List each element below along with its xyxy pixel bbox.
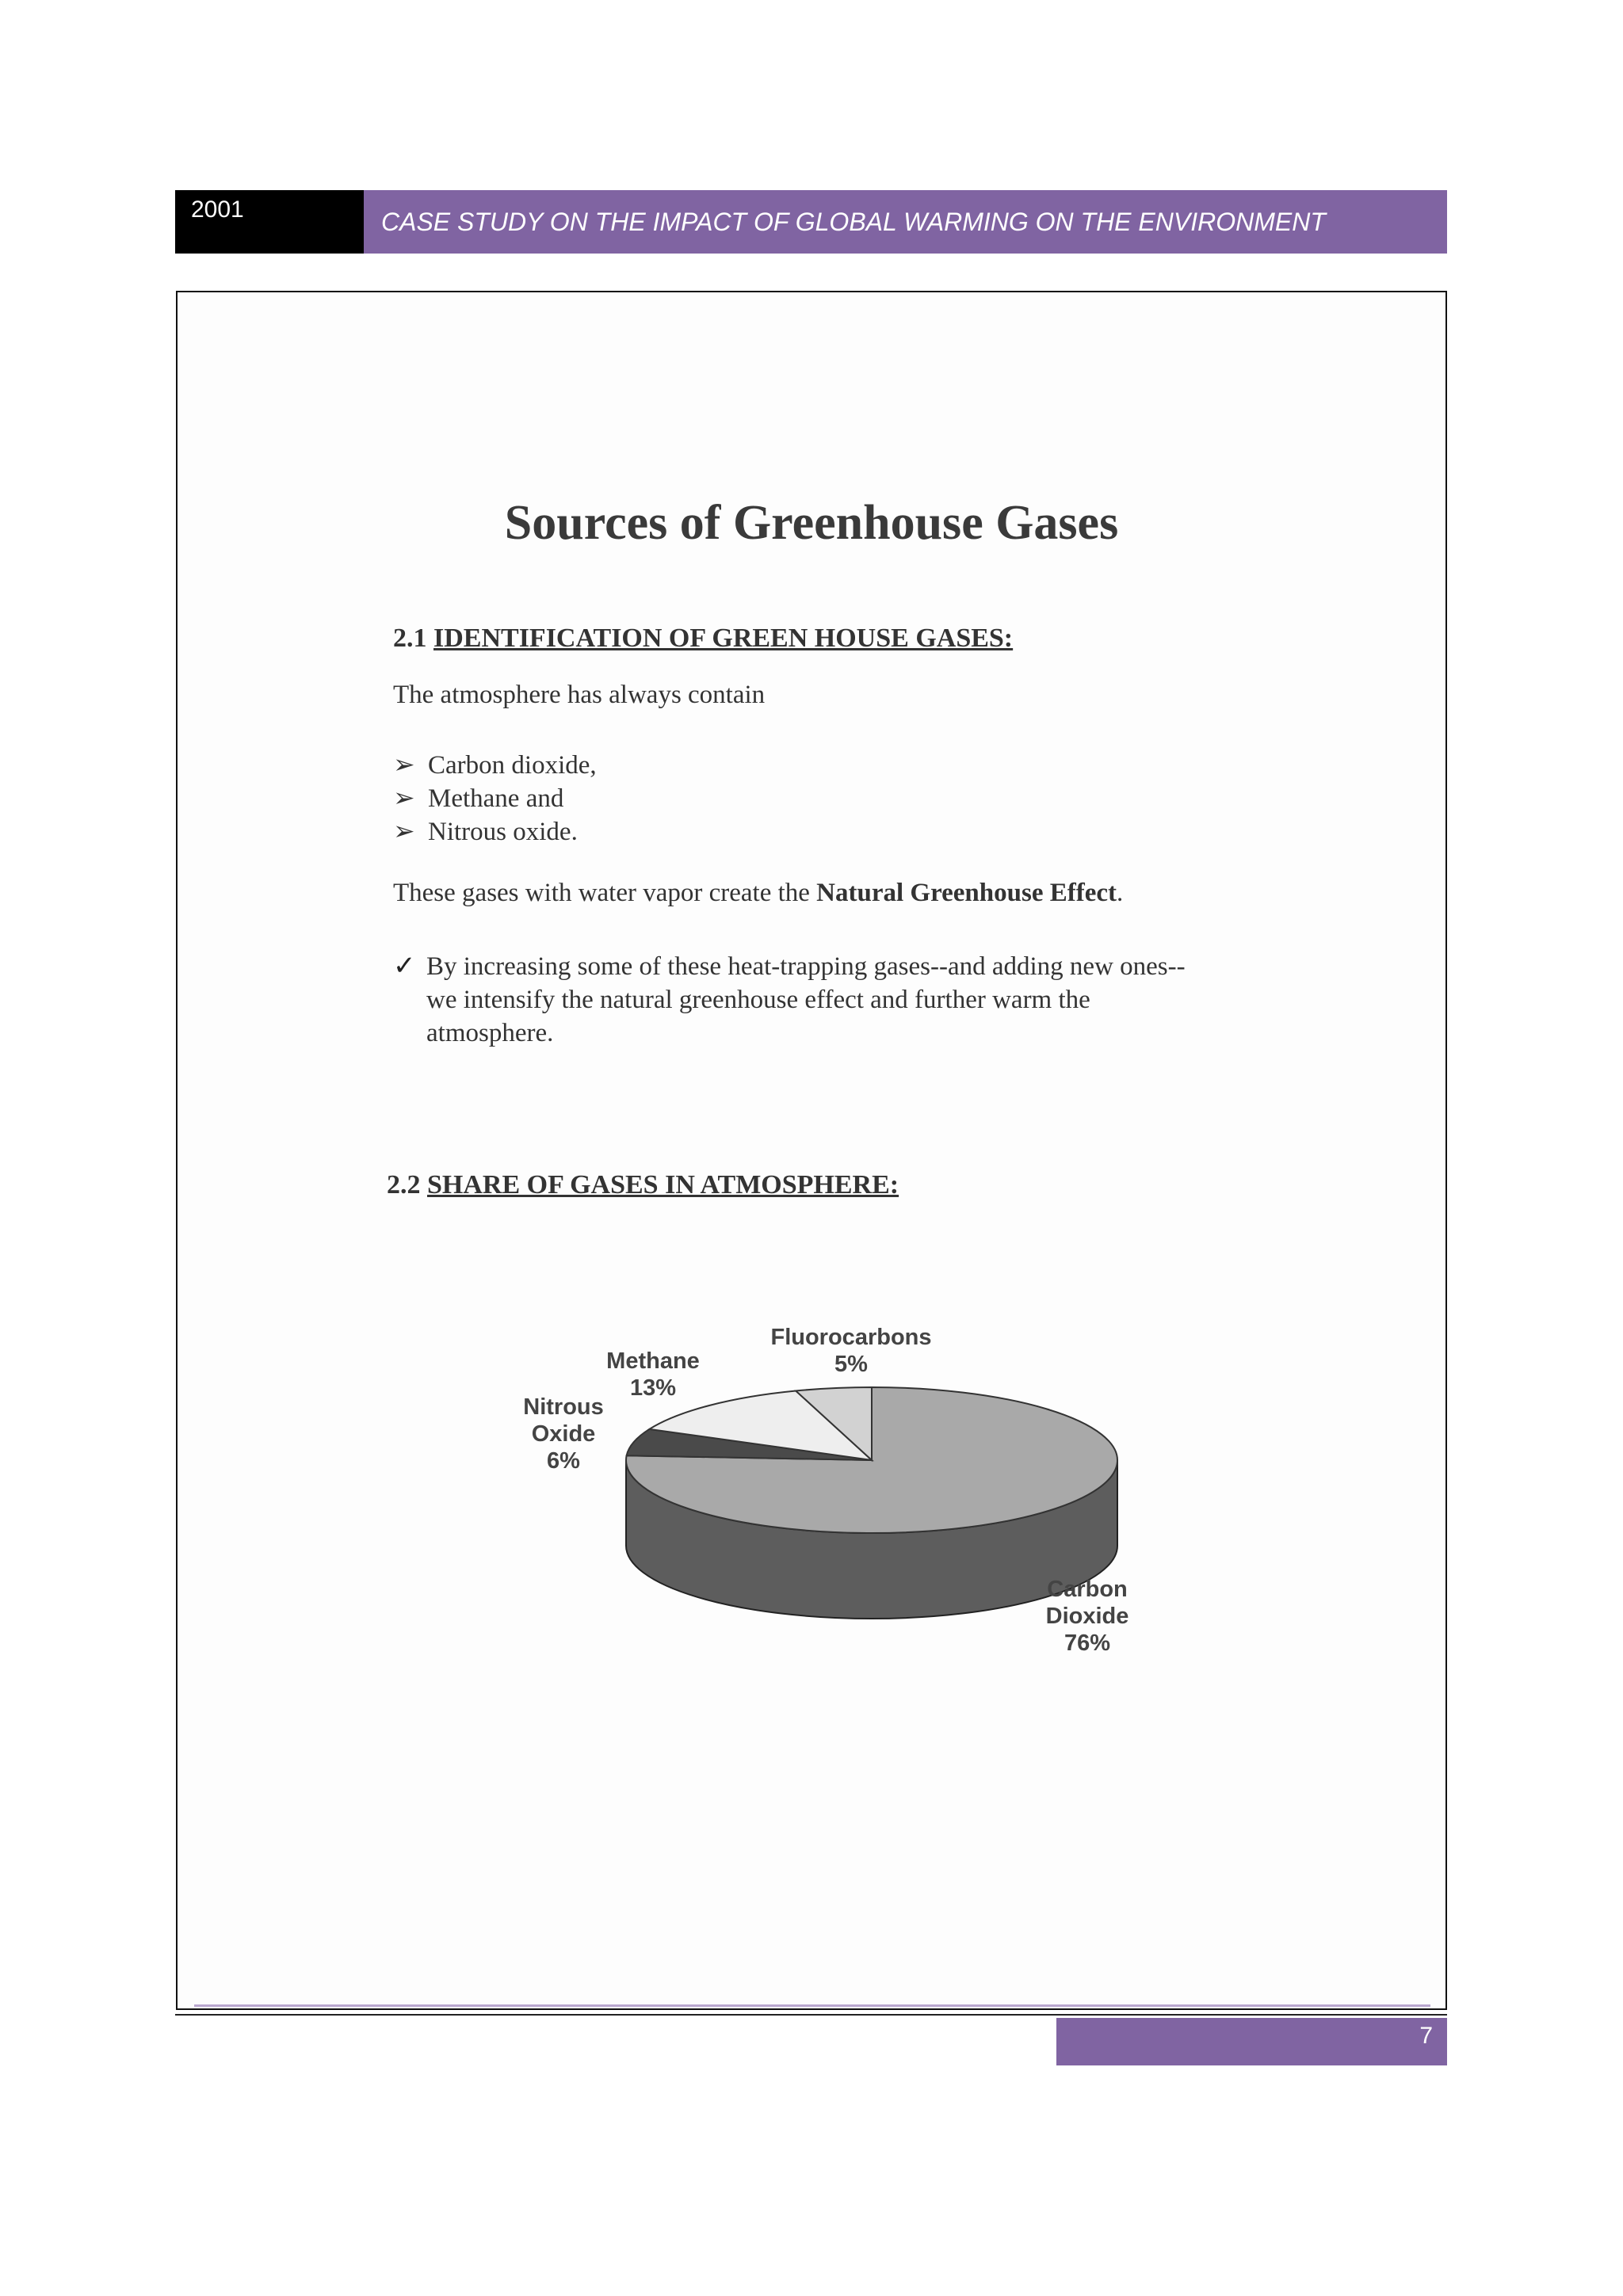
arrow-bullet-icon: ➢ (393, 784, 415, 813)
arrow-bullet-icon: ➢ (393, 751, 415, 780)
list-item: ➢ Methane and (393, 782, 597, 815)
pie-tops (626, 1387, 1117, 1533)
check-line: atmosphere. (426, 1019, 554, 1047)
section-2-2-title: SHARE OF GASES IN ATMOSPHERE: (427, 1170, 899, 1199)
scanned-page (176, 291, 1447, 2010)
list-item: ➢ Nitrous oxide. (393, 815, 597, 849)
label-nitrous-oxide: Nitrous Oxide 6% (523, 1394, 604, 1474)
list-item: ➢ Carbon dioxide, (393, 749, 597, 782)
checkmark-icon: ✓ (393, 952, 416, 981)
arrow-bullet-icon: ➢ (393, 818, 415, 846)
pie-chart (178, 292, 1445, 2008)
intro-text: The atmosphere has always contain (393, 681, 766, 709)
page-number: 7 (1056, 2018, 1447, 2065)
footer-rule (175, 2014, 1447, 2016)
label-methane: Methane 13% (606, 1348, 700, 1401)
label-fluorocarbons: Fluorocarbons 5% (770, 1325, 932, 1377)
natural-greenhouse-effect: Natural Greenhouse Effect (816, 879, 1117, 907)
section-2-1-title: IDENTIFICATION OF GREEN HOUSE GASES: (433, 624, 1014, 653)
header-year: 2001 (175, 190, 364, 254)
footer-accent-rule (194, 2004, 1430, 2007)
check-line: we intensify the natural greenhouse effect and further warm the (426, 986, 1090, 1014)
check-line: By increasing some of these heat-trapping gases--and adding new ones-- (426, 952, 1186, 981)
section-2-1-number: 2.1 (393, 624, 427, 653)
page-title: Sources of Greenhouse Gases (504, 496, 1119, 550)
greenhouse-effect-text: These gases with water vapor create the Natural Greenhouse Effect. (393, 879, 1124, 907)
label-carbon-dioxide: Carbon Dioxide 76% (1045, 1577, 1129, 1656)
header-title: CASE STUDY ON THE IMPACT OF GLOBAL WARMING ON THE ENVIRONMENT (364, 190, 1447, 254)
section-2-2-number: 2.2 (387, 1170, 421, 1199)
